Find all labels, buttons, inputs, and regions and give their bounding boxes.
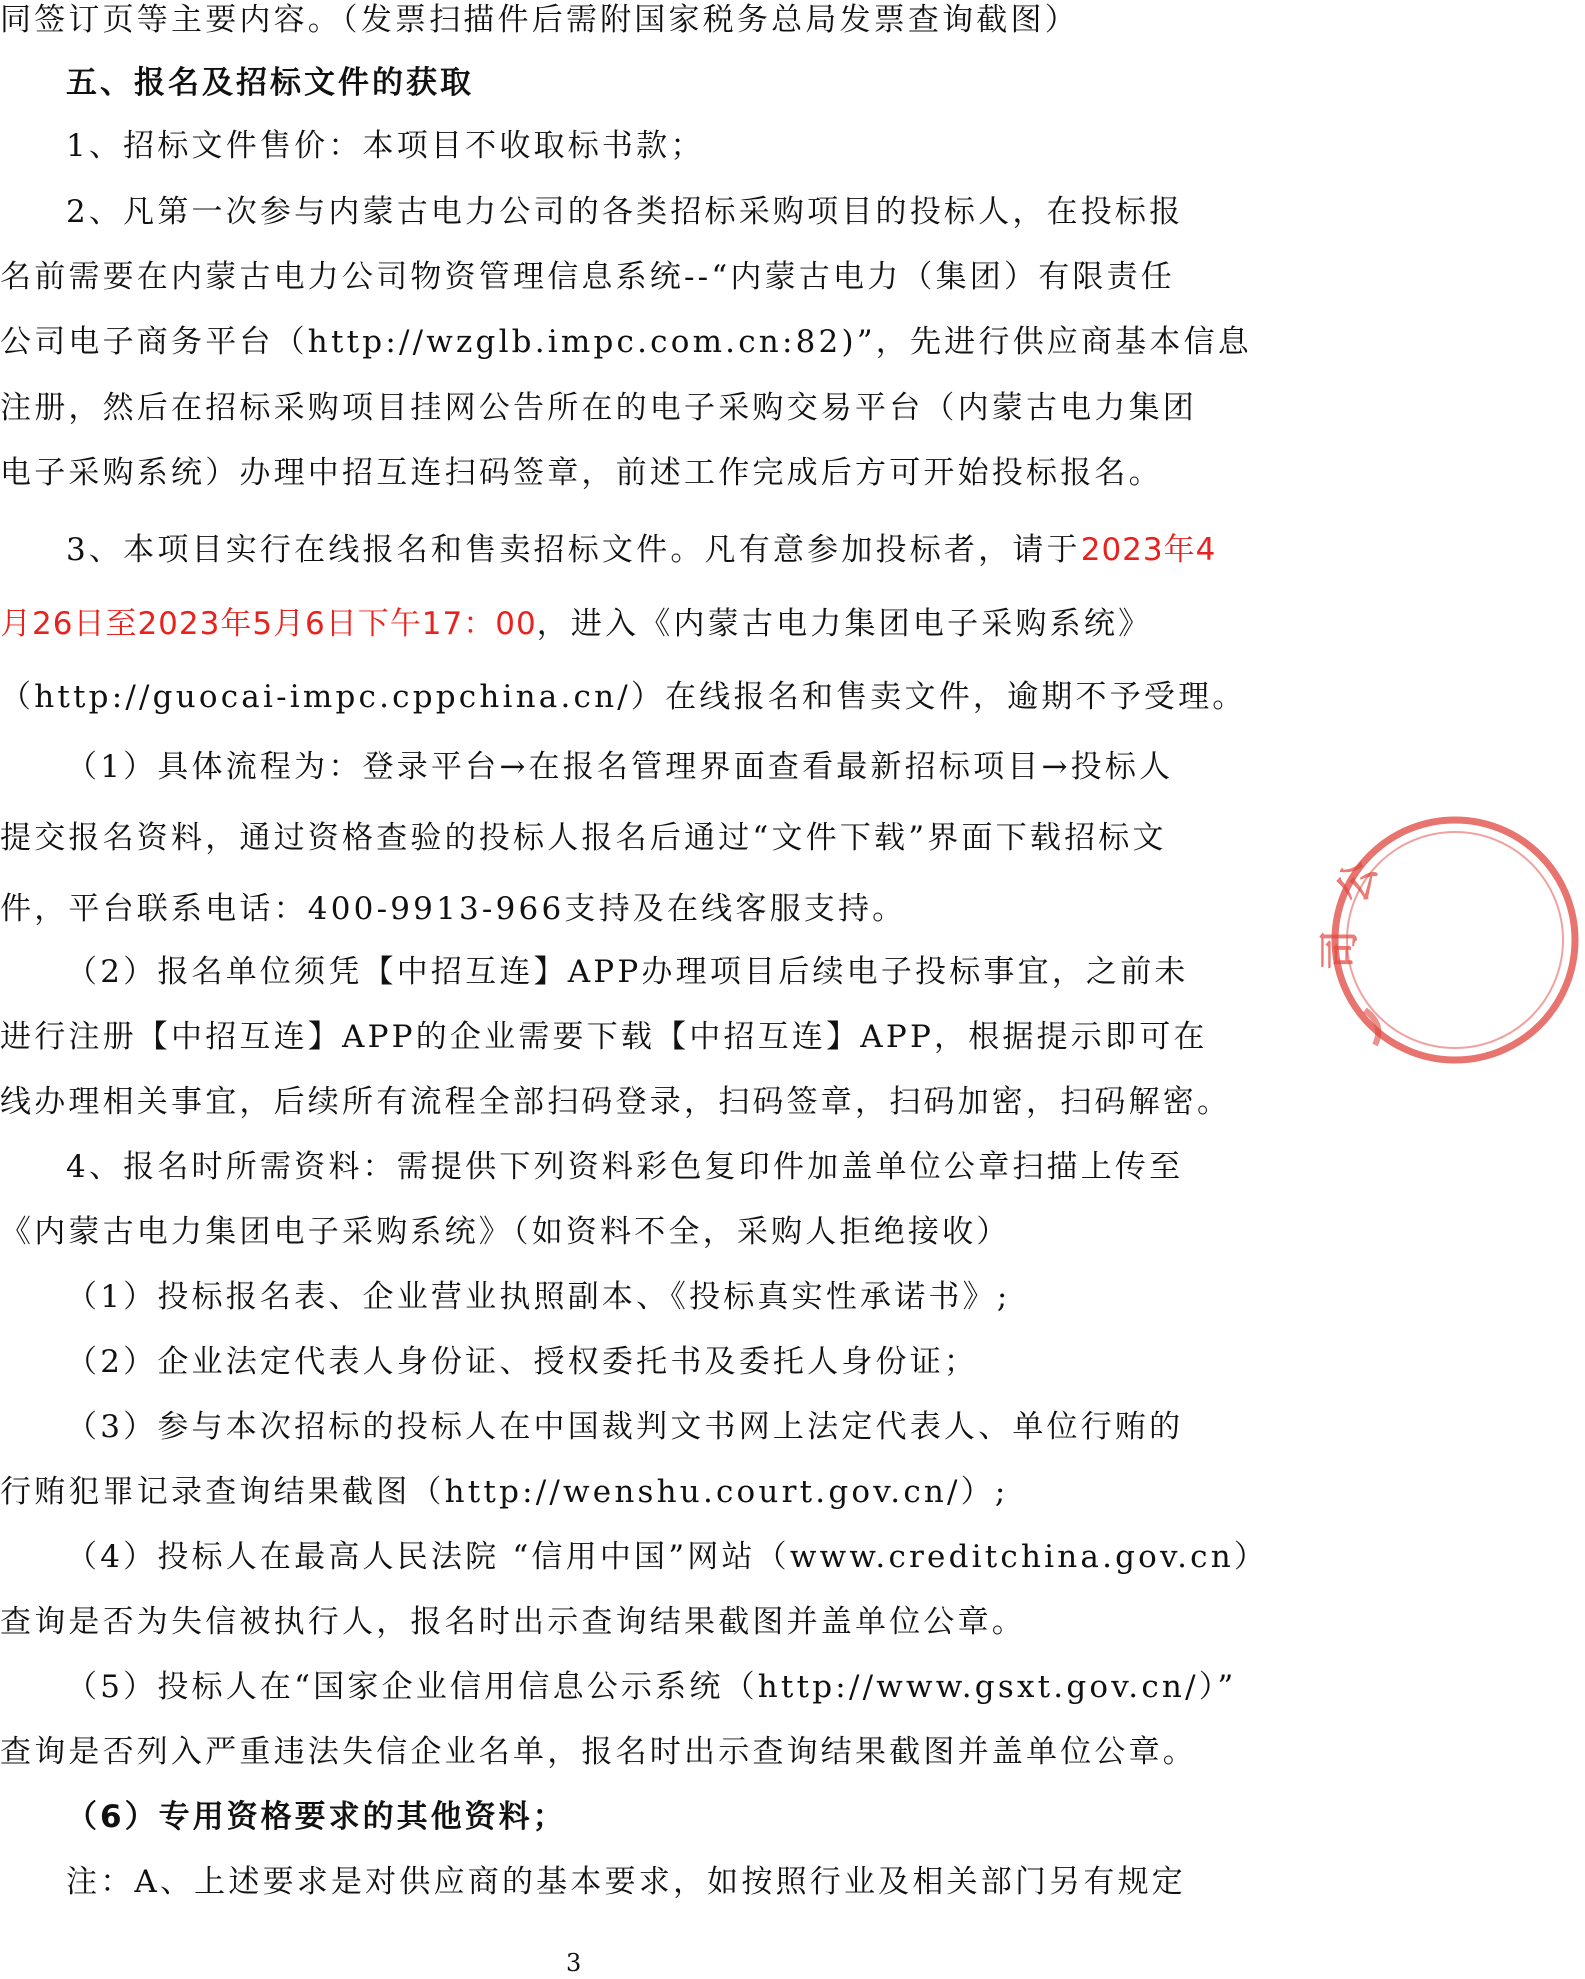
section-heading: 五、报名及招标文件的获取 bbox=[66, 65, 474, 101]
text-line: 进行注册【中招互连】APP的企业需要下载【中招互连】APP，根据提示即可在 bbox=[0, 1019, 1208, 1055]
text-line: （http://guocai-impc.cppchina.cn/）在线报名和售卖文件，逾期不予受理。 bbox=[0, 679, 1247, 715]
text-line: 电子采购系统）办理中招互连扫码签章，前述工作完成后方可开始投标报名。 bbox=[0, 455, 1163, 491]
text-line: （1）具体流程为：登录平台→在报名管理界面查看最新招标项目→投标人 bbox=[66, 749, 1174, 785]
list-item-bold: （6）专用资格要求的其他资料； bbox=[66, 1799, 567, 1835]
text-line: 注册，然后在招标采购项目挂网公告所在的电子采购交易平台（内蒙古电力集团 bbox=[0, 390, 1197, 426]
text-line: 3、本项目实行在线报名和售卖招标文件。凡有意参加投标者，请于2023年4 bbox=[66, 532, 1217, 568]
registration-date-highlight: 2023年4 bbox=[1080, 532, 1217, 568]
svg-text:公: 公 bbox=[1329, 855, 1387, 909]
text-line: 2、凡第一次参与内蒙古电力公司的各类招标采购项目的投标人，在投标报 bbox=[66, 194, 1184, 230]
official-seal-icon bbox=[1317, 810, 1585, 1070]
text-line: 查询是否为失信被执行人，报名时出示查询结果截图并盖单位公章。 bbox=[0, 1604, 1026, 1640]
text-line: 提交报名资料，通过资格查验的投标人报名后通过“文件下载”界面下载招标文 bbox=[0, 820, 1167, 856]
text-line: 件，平台联系电话：400-9913-966支持及在线客服支持。 bbox=[0, 891, 907, 927]
list-item: （4）投标人在最高人民法院 “信用中国”网站（www.creditchina.gov.cn） bbox=[66, 1539, 1269, 1575]
registration-date-highlight: 月26日至2023年5月6日下午17：00 bbox=[0, 606, 537, 642]
svg-text:司: 司 bbox=[1317, 930, 1363, 970]
note-line: 注：A、上述要求是对供应商的基本要求，如按照行业及相关部门另有规定 bbox=[66, 1864, 1186, 1900]
list-item: （5）投标人在“国家企业信用信息公示系统（http://www.gsxt.gov.cn/）” bbox=[66, 1669, 1237, 1705]
text-line: 4、报名时所需资料：需提供下列资料彩色复印件加盖单位公章扫描上传至 bbox=[66, 1149, 1184, 1185]
list-item: （3）参与本次招标的投标人在中国裁判文书网上法定代表人、单位行贿的 bbox=[66, 1409, 1184, 1445]
text-line: 查询是否列入严重违法失信企业名单，报名时出示查询结果截图并盖单位公章。 bbox=[0, 1734, 1197, 1770]
text-line: 名前需要在内蒙古电力公司物资管理信息系统--“内蒙古电力（集团）有限责任 bbox=[0, 259, 1175, 295]
text-line: 公司电子商务平台（http://wzglb.impc.com.cn:82)”，先进行供应商基本信息 bbox=[0, 324, 1252, 360]
text-line: 《内蒙古电力集团电子采购系统》（如资料不全，采购人拒绝接收） bbox=[0, 1214, 1011, 1250]
page-number: 3 bbox=[566, 1949, 582, 1977]
list-item: （1）投标报名表、企业营业执照副本、《投标真实性承诺书》; bbox=[66, 1279, 1011, 1315]
text-line: 线办理相关事宜，后续所有流程全部扫码登录，扫码签章，扫码加密，扫码解密。 bbox=[0, 1084, 1232, 1120]
text-line: 1、招标文件售价：本项目不收取标书款； bbox=[66, 128, 705, 164]
text-line: 同签订页等主要内容。（发票扫描件后需附国家税务总局发票查询截图） bbox=[0, 2, 1079, 38]
list-item: （2）企业法定代表人身份证、授权委托书及委托人身份证； bbox=[66, 1344, 979, 1380]
text-line: （2）报名单位须凭【中招互连】APP办理项目后续电子投标事宜，之前未 bbox=[66, 954, 1189, 990]
text-line: 行贿犯罪记录查询结果截图（http://wenshu.court.gov.cn/）; bbox=[0, 1474, 1009, 1510]
text-line: 月26日至2023年5月6日下午17：00，进入《内蒙古电力集团电子采购系统》 bbox=[0, 606, 1153, 642]
